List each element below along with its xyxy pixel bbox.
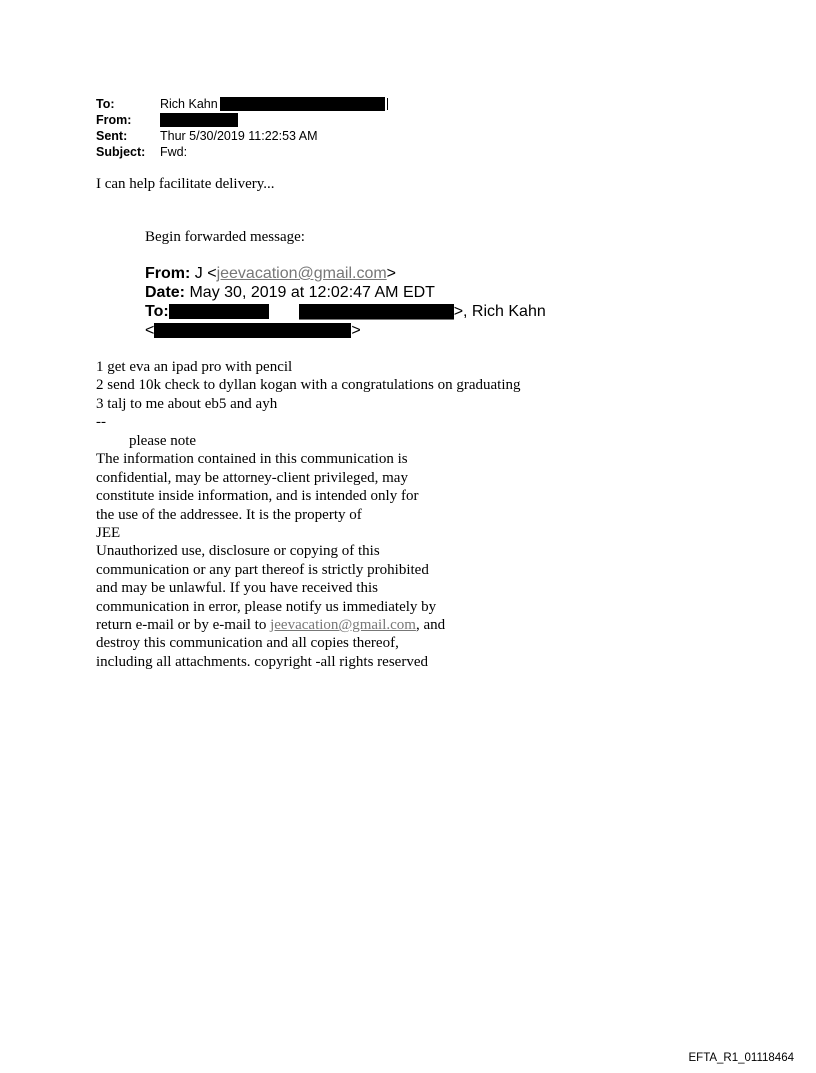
disclaimer-line: confidential, may be attorney-client privileged, may	[96, 469, 408, 486]
forwarded-from-close: >	[386, 265, 397, 282]
sent-row	[96, 128, 388, 144]
forwarded-to-open: <	[145, 322, 155, 339]
list-item: 3 talj to me about eb5 and ayh	[96, 395, 278, 412]
please-note: please note	[129, 433, 197, 449]
to-value: Rich Kahn	[160, 96, 218, 111]
forwarded-date-row	[145, 283, 546, 302]
disclaimer-line: destroy this communication and all copies thereof,	[96, 635, 399, 652]
disclaimer-line: and may be unlawful. If you have received this	[96, 580, 378, 597]
signature-separator: --	[96, 414, 106, 431]
redaction-bar	[154, 323, 351, 338]
forwarded-date-label: Date:	[145, 284, 186, 301]
disclaimer-line: including all attachments. copyright -all rights reserved	[96, 653, 428, 670]
forwarded-from-name: J <	[194, 265, 217, 282]
disclaimer-line: constitute inside information, and is intended only for	[96, 488, 419, 505]
forwarded-to-row	[145, 302, 546, 321]
subject-row	[96, 144, 388, 160]
disclaimer-email-pre: return e-mail or by e-mail to	[96, 617, 271, 634]
forwarded-header	[145, 264, 546, 340]
document-id: EFTA_R1_01118464	[688, 1052, 794, 1064]
subject-label: Subject:	[96, 144, 146, 159]
forwarded-from-label: From:	[145, 265, 191, 282]
disclaimer-email-link[interactable]: jeevacation@gmail.com	[270, 617, 416, 634]
disclaimer	[96, 432, 445, 671]
redaction-bar	[160, 113, 238, 127]
disclaimer-line: JEE	[96, 525, 121, 542]
from-label: From:	[96, 112, 132, 127]
disclaimer-line: Unauthorized use, disclosure or copying of this	[96, 543, 380, 560]
message-intro: I can help facilitate delivery...	[96, 176, 275, 192]
disclaimer-line: the use of the addressee. It is the property of	[96, 506, 362, 523]
redaction-bar	[169, 304, 269, 319]
bracket-mark	[386, 98, 388, 110]
sent-value: Thur 5/30/2019 11:22:53 AM	[160, 128, 318, 143]
redaction-bar	[220, 97, 385, 111]
list-item: 1 get eva an ipad pro with pencil	[96, 359, 293, 375]
forwarded-from-row	[145, 264, 546, 283]
forwarded-date-value: May 30, 2019 at 12:02:47 AM EDT	[189, 284, 435, 301]
disclaimer-email-post: , and	[415, 617, 446, 634]
from-row	[96, 112, 388, 128]
disclaimer-line: communication or any part thereof is strictly prohibited	[96, 561, 429, 578]
item-list	[96, 358, 520, 432]
list-item: 2 send 10k check to dyllan kogan with a congratulations on graduating	[96, 377, 521, 394]
forwarded-to-close: >	[351, 322, 361, 339]
forward-begin: Begin forwarded message:	[145, 229, 305, 245]
disclaimer-email-line	[96, 616, 445, 634]
sent-label: Sent:	[96, 128, 128, 143]
redaction-bar	[299, 304, 454, 320]
disclaimer-line: communication in error, please notify us immediately by	[96, 598, 437, 615]
forwarded-to-row-2	[145, 321, 546, 340]
disclaimer-line: The information contained in this communication is	[96, 451, 408, 468]
forwarded-to-label: To:	[145, 303, 169, 320]
forwarded-from-email[interactable]: jeevacation@gmail.com	[216, 265, 387, 282]
forwarded-to-tail: >, Rich Kahn	[453, 303, 546, 320]
subject-value: Fwd:	[160, 144, 188, 159]
email-header	[96, 96, 388, 160]
to-row	[96, 96, 388, 112]
to-label: To:	[96, 96, 115, 111]
